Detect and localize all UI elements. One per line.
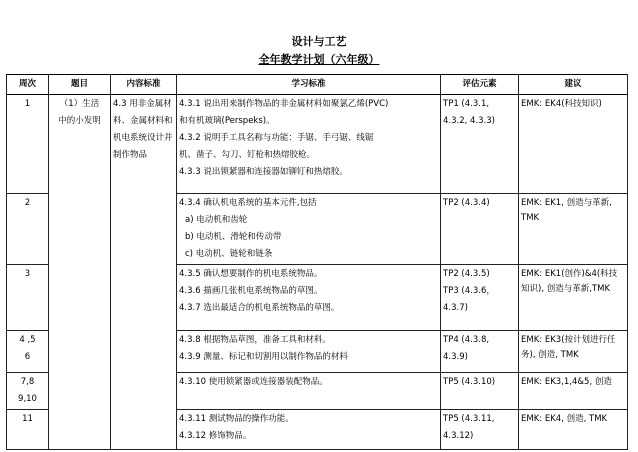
cell-suggestion-line: EMK: EK4, 创造, TMK <box>521 414 608 424</box>
cell-assessment-line: TP5 (4.3.11, <box>443 414 495 424</box>
header-content-standard: 内容标准 <box>111 75 177 95</box>
header-week: 周次 <box>7 75 49 95</box>
cell-learning-standard-line: 4.3.9 测量、标记和切割用以制作物品的材料 <box>179 352 348 362</box>
cell-suggestion-line: EMK: EK1(创作)&4(科技 <box>521 269 618 279</box>
header-topic: 题目 <box>49 75 111 95</box>
cell-suggestion-line: EMK: EK4(科技知识) <box>521 99 602 109</box>
cell-week-line: 6 <box>24 352 31 362</box>
cell-assessment-line: TP2 (4.3.5) <box>443 269 490 279</box>
cell-learning-standard-line: 4.3.2 说明手工具名称与功能：手锯、手弓锯、线锯 <box>179 133 374 143</box>
header-learning-standard: 学习标准 <box>177 75 441 95</box>
table-row <box>7 95 628 194</box>
cell-content-standard-line: 机电系统设计并 <box>113 133 173 143</box>
cell-learning-standard-line: b) 电动机、滑轮和传动带 <box>185 232 282 242</box>
cell-week-line: 7,8 <box>20 377 35 387</box>
cell-topic-line: 中的小发明 <box>58 116 101 126</box>
cell-content-standard-line: 料、金属材料和 <box>113 116 173 126</box>
page-subtitle <box>0 51 638 67</box>
cell-week-line: 4 ,5 <box>19 335 36 345</box>
plan-table <box>6 74 628 450</box>
cell-suggestion-line: EMK: EK1, 创造与革新, <box>521 198 612 208</box>
cell-learning-standard <box>177 95 441 194</box>
cell-week <box>7 265 49 331</box>
cell-assessment-line: TP3 (4.3.6， <box>443 286 495 296</box>
cell-week <box>7 410 49 450</box>
cell-assessment-line: 4.3.7) <box>443 303 468 313</box>
cell-learning-standard-line: 4.3.3 说出锁紧器和连接器如铆钉和热熔胶。 <box>179 167 348 177</box>
cell-learning-standard-line: 4.3.7 选出最适合的机电系统物品的草图。 <box>179 303 340 313</box>
cell-assessment <box>441 194 519 265</box>
cell-week <box>7 95 49 194</box>
cell-week-line: 9,10 <box>18 394 37 404</box>
cell-suggestion <box>519 373 628 410</box>
cell-content-standard-line: 4.3 用非金属材 <box>113 99 172 109</box>
table-header-row <box>7 75 628 95</box>
cell-content-standard <box>111 95 177 450</box>
cell-assessment-line: TP2 (4.3.4) <box>443 198 490 208</box>
cell-assessment-line: TP1 (4.3.1, <box>443 99 490 109</box>
cell-assessment-line: 4.3.2, 4.3.3) <box>443 116 495 126</box>
cell-learning-standard-line: 4.3.1 说出用来制作物品的非金属材料如聚氯乙烯(PVC) <box>179 99 389 109</box>
page-subtitle-text: 全年教学计划（六年级） <box>258 53 380 66</box>
cell-suggestion <box>519 410 628 450</box>
cell-learning-standard-line: 4.3.8 根据物品草图，准备工具和材料。 <box>179 335 331 345</box>
page-title: 设计与工艺 <box>291 35 347 48</box>
cell-week-line: 11 <box>22 414 33 424</box>
cell-week-line: 2 <box>24 198 31 208</box>
cell-learning-standard-line: 机、凿子、勾刀、钉枪和热熔胶枪。 <box>179 150 316 160</box>
cell-assessment <box>441 410 519 450</box>
cell-learning-standard-line: 4.3.12 修饰物品。 <box>179 431 252 441</box>
cell-assessment <box>441 95 519 194</box>
cell-suggestion-line: TMK <box>521 213 540 223</box>
cell-learning-standard <box>177 265 441 331</box>
cell-week <box>7 373 49 410</box>
cell-learning-standard-line: 4.3.10 使用锁紧器或连接器装配物品。 <box>179 377 328 387</box>
header-assessment: 评估元素 <box>441 75 519 95</box>
cell-week-line: 3 <box>24 269 31 279</box>
cell-assessment-line: 4.3.9) <box>443 352 468 362</box>
cell-topic-line: （1）生活 <box>59 99 100 109</box>
cell-topic <box>49 95 111 450</box>
cell-suggestion <box>519 194 628 265</box>
cell-learning-standard <box>177 331 441 373</box>
cell-content-standard-line: 制作物品 <box>113 150 148 160</box>
header-suggestion: 建议 <box>519 75 628 95</box>
table-body <box>7 95 628 450</box>
cell-suggestion-line: EMK: EK3,1,4&5, 创造 <box>521 377 612 387</box>
cell-learning-standard <box>177 410 441 450</box>
cell-learning-standard-line: 4.3.5 确认想要制作的机电系统物品。 <box>179 269 323 279</box>
cell-learning-standard-line: 4.3.4 确认机电系统的基本元件,包括 <box>179 198 317 208</box>
cell-learning-standard <box>177 194 441 265</box>
cell-assessment <box>441 265 519 331</box>
cell-week <box>7 194 49 265</box>
cell-learning-standard-line: c) 电动机、链轮和链条 <box>185 249 273 259</box>
cell-assessment <box>441 331 519 373</box>
cell-assessment-line: 4.3.12) <box>443 431 474 441</box>
cell-learning-standard-line: a) 电动机和齿轮 <box>185 215 248 225</box>
cell-assessment <box>441 373 519 410</box>
cell-week-line: 1 <box>24 99 31 109</box>
cell-suggestion <box>519 265 628 331</box>
cell-suggestion <box>519 95 628 194</box>
cell-assessment-line: TP5 (4.3.10) <box>443 377 496 387</box>
cell-learning-standard-line: 4.3.11 测试物品的操作功能。 <box>179 414 294 424</box>
cell-suggestion-line: 知识), 创造与革新,TMK <box>521 284 611 294</box>
cell-learning-standard-line: 4.3.6 描画几张机电系统物品的草图。 <box>179 286 323 296</box>
cell-assessment-line: TP4 (4.3.8, <box>443 335 490 345</box>
cell-suggestion-line: 务), 创造, TMK <box>521 350 579 360</box>
cell-learning-standard <box>177 373 441 410</box>
cell-suggestion-line: EMK: EK3(按计划进行任 <box>521 335 616 345</box>
cell-week <box>7 331 49 373</box>
cell-suggestion <box>519 331 628 373</box>
cell-learning-standard-line: 和有机玻璃(Perspeks)。 <box>179 116 275 126</box>
